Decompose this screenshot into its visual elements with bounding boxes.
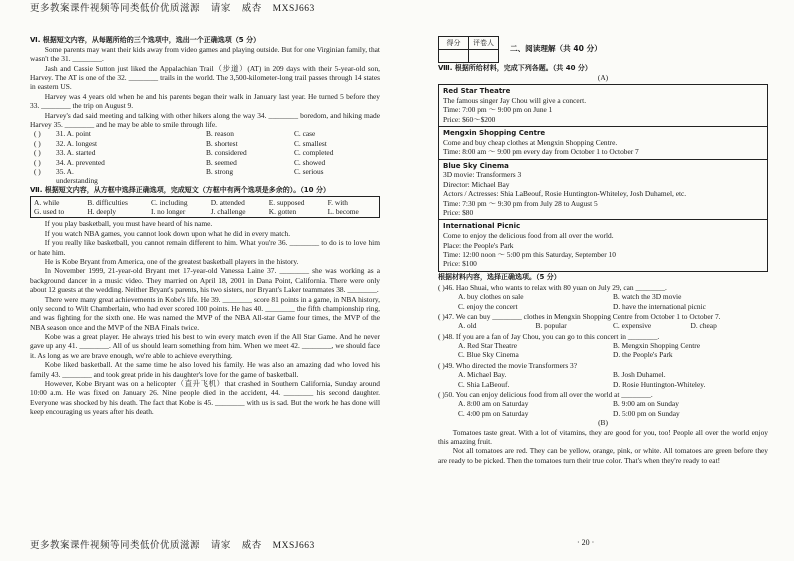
answer-option[interactable]: B. Mengxin Shopping Centre [613, 341, 701, 351]
paragraph: Harvey was 4 years old when he and his parents began their walk in January last year. He turned 5 before they 33. ________ the trip on August 9. [30, 91, 380, 111]
option: 33. A. started [56, 148, 96, 158]
answer-option[interactable]: C. enjoy the concert [458, 301, 518, 311]
left-column [30, 36, 380, 417]
footer-text: 威杏 [241, 541, 262, 551]
question-49 [438, 361, 768, 389]
question-50 [438, 390, 768, 418]
ad-line: Price: $60～$200 [443, 114, 496, 124]
option: C. serious [294, 166, 324, 176]
word-option: H. deeply [87, 207, 117, 216]
option: 35. A. understanding [56, 166, 98, 186]
paragraph: Jash and Cassie Sutton just liked the Appalachian Trail（步道）(AT) in 209 days with their 5-year-old son, Harvey. The AT is one of the 32. ________ trails in the world. The 3,500-kilometer-long trail passes through 14 states in eastern US. [30, 63, 380, 92]
paragraph: There were many great achievements in Kobe's life. He 39. ________ score 81 points in a game, in NBA history, only second to Wilt Chamberlain, who had ever scored 100 points. He has 40. ________ the fifth championship ring, and was fighting for the sixth one. He was named the MVP of the NBA All-star Game four times, the MVP of the NBA season once and the MVP of the NBA Finals twice. [30, 294, 380, 332]
ad-line: Time: 8:00 am ～ 9:00 pm every day from October 1 to October 7 [443, 147, 639, 157]
answer-blank[interactable]: ( ) [34, 129, 41, 139]
answer-option[interactable]: B. Josh Duhamel. [613, 370, 666, 380]
answer-option[interactable]: A. buy clothes on sale [458, 292, 524, 302]
question-47 [438, 312, 768, 331]
option: C. completed [294, 148, 334, 158]
word-option: D. attended [210, 197, 245, 207]
paragraph: Kobe was a great player. He always tried his best to win every match even if the All Star Game. And he never gave up any 41. ________. All of us should learn something from him. When we meet 42. ________, we should face it. As long as we are brave enough, we're able to achieve everything. [30, 332, 380, 360]
word-option: L. become [327, 207, 359, 216]
ad-line: The famous singer Jay Chou will give a concert. [443, 95, 587, 105]
answer-option[interactable]: C. expensive [613, 321, 652, 331]
page-footer [30, 540, 323, 552]
page-header [30, 3, 323, 15]
ad-line: Come and buy cheap clothes at Mengxin Shopping Centre. [443, 137, 618, 147]
paragraph: Not all tomatoes are red. They can be yellow, orange, pink, or white. All tomatoes are green before they are ready to be picked. Then the tomatoes turn their true color. That's when they're ready to eat! [438, 446, 768, 465]
ads-box [438, 84, 768, 272]
word-option: J. challenge [210, 207, 246, 216]
answer-blank[interactable]: ( ) [34, 148, 41, 158]
right-column [438, 36, 768, 465]
score-table [438, 36, 499, 63]
word-option: I. no longer [151, 207, 186, 216]
word-option: E. supposed [268, 197, 305, 207]
ad-red-star-theatre [439, 85, 767, 127]
header-text: 请家 [210, 4, 231, 14]
answer-option[interactable]: A. 8:00 am on Saturday [458, 399, 529, 409]
answer-option[interactable]: C. 4:00 pm on Saturday [458, 408, 529, 418]
header-text: 更多教案课件视频等同类低价优质滋源 [30, 4, 201, 14]
footer-code: MXSJ663 [272, 541, 315, 551]
answer-option[interactable]: A. Red Star Theatre [458, 341, 517, 351]
header-code: MXSJ663 [272, 4, 315, 14]
section-8-title: Ⅷ. 根据所给材料，完成下列各题。（共 40 分） [438, 63, 592, 72]
answer-option[interactable]: D. 5:00 pm on Sunday [613, 408, 680, 418]
paragraph: He is Kobe Bryant from America, one of the greatest basketball players in the history. [44, 256, 299, 266]
score-label: 得分 [439, 37, 469, 50]
passage-a-label: (A) [597, 72, 609, 82]
option: 34. A. prevented [56, 157, 105, 167]
ad-line: Time: 12:00 noon ～ 5:00 pm this Saturday, September 10 [443, 250, 616, 260]
paragraph: If you really like basketball, you cannot remain different to him. What you're 36. ________ to do is to love him or hate him. [30, 238, 380, 257]
ad-title: Mengxin Shopping Centre [443, 128, 546, 137]
part-title: 二、阅读理解（共 40 分） [510, 44, 602, 53]
paragraph: If you play basketball, you must have heard of his name. [44, 219, 213, 229]
ad-line: Actors / Actresses: Shia LaBeouf, Rosie Huntington-Whiteley, Josh Duhamel, etc. [443, 189, 687, 199]
section-6-title: Ⅵ. 根据短文内容，从每题所给的三个选项中，选出一个正确选项（5 分） [30, 36, 261, 44]
paragraph: Tomatoes taste great. With a lot of vitamins, they are good for you, too! People all over the world enjoy this amazing fruit. [438, 427, 768, 446]
ad-line: Director: Michael Bay [443, 179, 510, 189]
word-option: K. gotten [268, 207, 297, 216]
header-text: 威杏 [241, 4, 262, 14]
score-cell[interactable] [439, 50, 469, 63]
option: B. seemed [206, 157, 237, 167]
word-option: G. used to [34, 207, 65, 216]
ad-blue-sky-cinema [439, 160, 767, 221]
option: B. considered [206, 148, 247, 158]
ad-line: 3D movie: Transformers 3 [443, 170, 522, 180]
paragraph: In November 1999, 21-year-old Bryant met 17-year-old Vanessa Laine 37. ________ she was working as a background dancer in a music video. They married on April 18, 2001 in Dana Point, California. There were only about 12 guests at the wedding. Neither Bryant's parents, his two sisters, nor Bryant's Laker teammates 38. ________. [30, 266, 380, 295]
ad-title: Red Star Theatre [443, 86, 511, 95]
ad-title: International Picnic [443, 222, 521, 231]
answer-option[interactable]: D. Rosie Huntington-Whiteley. [613, 379, 706, 389]
answer-blank[interactable]: ( ) [34, 166, 41, 176]
option: B. strong [206, 166, 234, 176]
question-46 [438, 283, 768, 311]
passage-b-label: (B) [598, 418, 608, 428]
ad-line: Place: the People's Park [443, 240, 514, 250]
answer-blank[interactable]: ( ) [34, 157, 41, 167]
options-grid [34, 129, 380, 185]
option: C. smallest [294, 138, 327, 148]
word-bank-box [30, 196, 380, 219]
option: B. reason [206, 129, 234, 139]
ad-line: Price: $100 [443, 259, 477, 269]
footer-text: 请家 [210, 541, 231, 551]
exam-page [30, 36, 768, 536]
answer-option[interactable]: B. watch the 3D movie [613, 292, 682, 302]
option: B. shortest [206, 138, 238, 148]
ad-line: Price: $80 [443, 208, 474, 218]
ad-mengxin-shopping [439, 127, 767, 160]
questions-title: 根据材料内容，选择正确选项。（5 分） [438, 272, 561, 281]
paragraph: If you watch NBA games, you cannot look down upon what he did in every match. [44, 228, 291, 238]
option: 31. A. point [56, 129, 91, 139]
question-stem: ( )47. We can buy ________ clothes in Mengxin Shopping Centre from October 1 to October 7. [438, 311, 721, 321]
grader-cell[interactable] [469, 50, 499, 63]
ad-line: Come to enjoy the delicious food from all over the world. [443, 231, 614, 241]
answer-option[interactable]: A. Michael Bay. [458, 370, 507, 380]
answer-option[interactable]: B. 9:00 am on Sunday [613, 399, 679, 409]
option: 32. A. longest [56, 138, 98, 148]
paragraph: Kobe liked basketball. At the same time he also loved his family. He was also an amazing dad who loved his family 43. ________ and took great pride in his daughter's love for the game of basketball. [30, 360, 380, 379]
answer-blank[interactable]: ( ) [34, 138, 41, 148]
answer-option[interactable]: D. cheap [690, 321, 717, 331]
section-7-title: Ⅶ. 根据短文内容，从方框中选择正确选项，完成短文（方框中有两个选项是多余的）。（10 分） [30, 185, 330, 194]
question-stem: ( )48. If you are a fan of Jay Chou, you can go to this concert in ________. [438, 331, 660, 341]
page-number: · 20 · [577, 538, 595, 547]
paragraph: Some parents may want their kids away from video games and playing outside. But for one Virginian family, that wasn't the 31. ________. [30, 44, 380, 64]
question-48 [438, 332, 768, 360]
ad-title: Blue Sky Cinema [443, 161, 509, 170]
answer-option[interactable]: D. the People's Park [613, 350, 673, 360]
answer-option[interactable]: C. Shia LaBeouf. [458, 379, 510, 389]
option: C. case [294, 129, 316, 139]
answer-option[interactable]: A. old [458, 321, 477, 331]
answer-option[interactable]: D. have the international picnic [613, 301, 706, 311]
question-stem: ( )49. Who directed the movie Transformers 3? [438, 360, 578, 370]
answer-option[interactable]: C. Blue Sky Cinema [458, 350, 519, 360]
answer-option[interactable]: B. popular [535, 321, 567, 331]
ad-international-picnic [439, 220, 767, 270]
word-option: C. including [151, 197, 188, 207]
paragraph: Harvey's dad said meeting and talking with other hikers along the way 34. ________ boredom, and hiking made Harvey 35. ________ and he may be able to smile through life. [30, 110, 380, 129]
footer-text: 更多教案课件视频等同类低价优质滋源 [30, 541, 201, 551]
question-stem: ( )46. Hao Shuai, who wants to relax with 80 yuan on July 29, can ________. [438, 282, 667, 292]
paragraph: However, Kobe Bryant was on a helicopter（直升飞机）that crashed in Southern California, Sunday around 10:00 a.m. He was fixed on January 26. Nine people died in the accident, 44. ________ his second daughter. Everyone was shocked by his death. The fact that Kobe is 45. ________ with us is sad. But the work he has done will keep encouraging us years after his death. [30, 379, 380, 417]
word-option: A. while [34, 197, 60, 207]
ad-line: Time: 7:00 pm ～ 9:00 pm on June 1 [443, 105, 553, 115]
ad-line: Time: 7:30 pm ～ 9:30 pm from July 28 to August 5 [443, 198, 598, 208]
word-option: F. with [327, 197, 348, 207]
grader-label: 评卷人 [469, 37, 499, 50]
option: C. showed [294, 157, 326, 167]
word-option: B. difficulties [87, 197, 128, 207]
question-stem: ( )50. You can enjoy delicious food from all over the world at ________. [438, 390, 653, 400]
